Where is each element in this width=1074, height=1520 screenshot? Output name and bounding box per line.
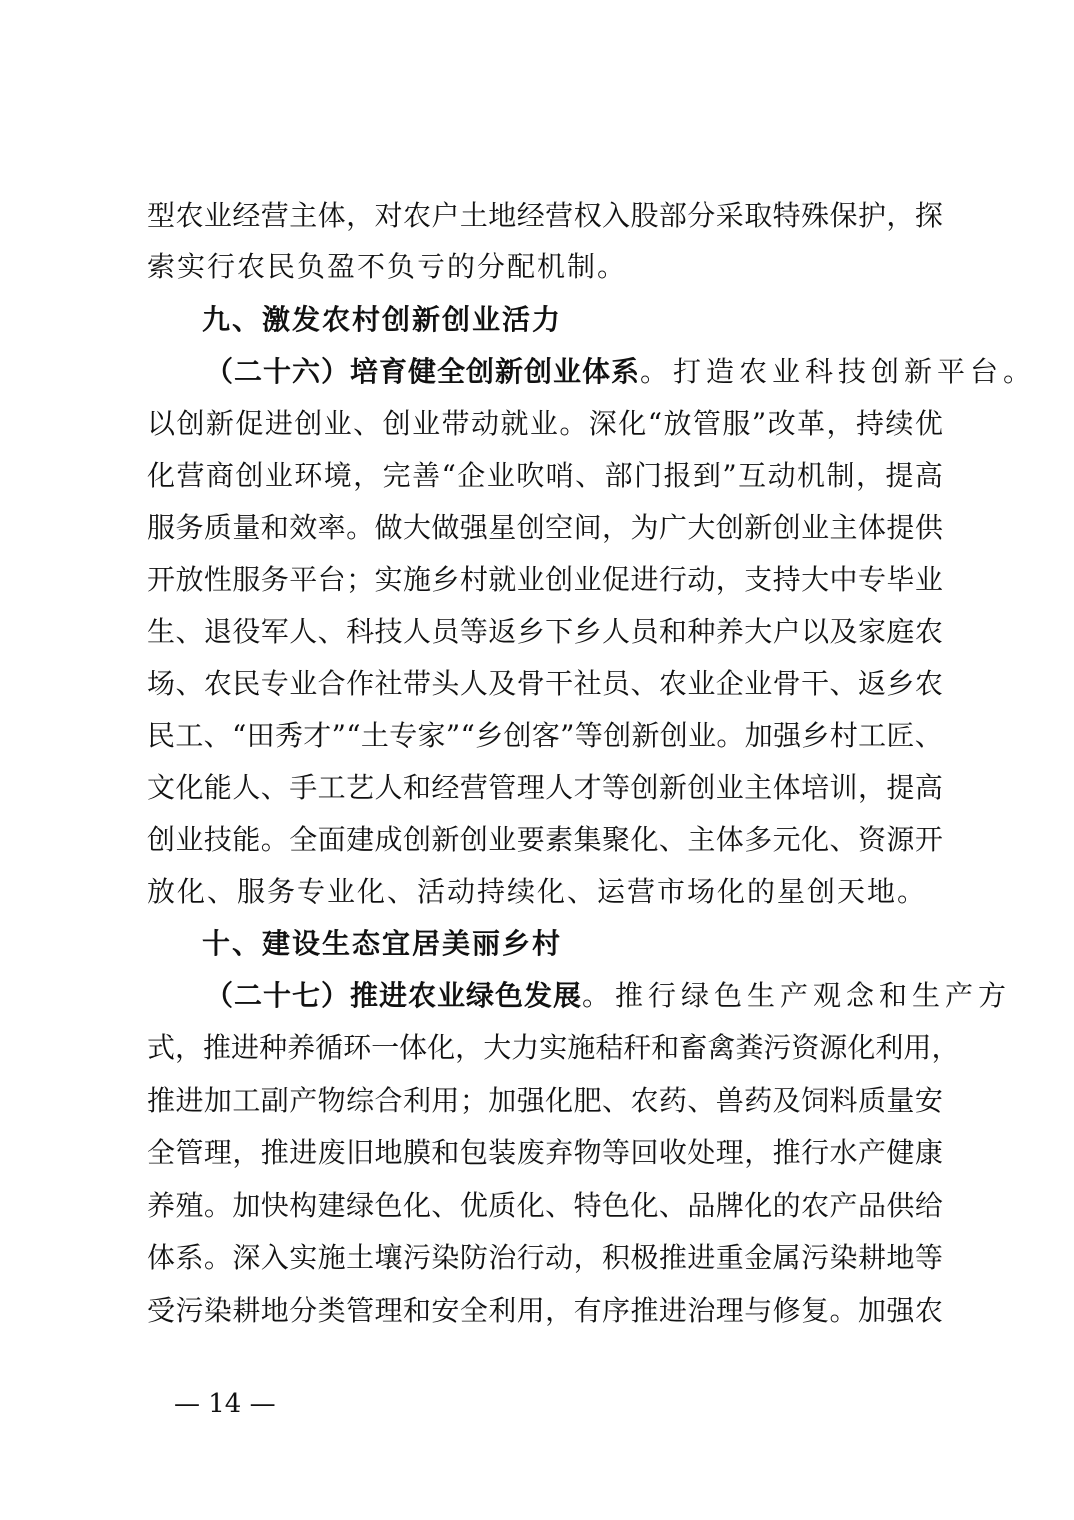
body-line: 受 污 染 耕 地 分 类 管 理 和 安 全 利 用 ， 有 序 推 进 治 理 与 修 复 。 加 强 农 (147, 1293, 943, 1327)
body-line: 创 业 技 能 。 全 面 建 成 创 新 创 业 要 素 集 聚 化 、 主 体 多 元 化 、 资 源 开 (147, 823, 943, 856)
body-line: 型 农 业 经 营 主 体 ， 对 农 户 土 地 经 营 权 入 股 部 分 采 取 特 殊 保 护 ， 探 (147, 199, 943, 232)
subsection-title: （二十七）推进农业绿色发展 (205, 979, 583, 1012)
body-line: 放化、服务专业化、活动持续化、运营市场化的星创天地。 (147, 875, 928, 908)
body-line: 化 营 商 创 业 环 境 ， 完 善 “ 企 业 吹 哨 、 部 门 报 到 ” 互 动 机 制 ， 提 高 (147, 459, 943, 492)
subsection-first-line (147, 976, 1012, 1016)
body-line: 生 、 退 役 军 人 、 科 技 人 员 等 返 乡 下 乡 人 员 和 种 养 大 户 以 及 家 庭 农 (147, 615, 943, 648)
section-heading-9: 九、激发农村创新创业活力 (202, 303, 563, 336)
body-line: 索实行农民负盈不负亏的分配机制。 (147, 250, 628, 283)
body-line: 推 进 加 工 副 产 物 综 合 利 用 ； 加 强 化 肥 、 农 药 、 兽 药 及 饲 料 质 量 安 (147, 1083, 943, 1117)
body-text: 。打造农业科技创新平台。 (640, 355, 1037, 388)
body-line: 养 殖 。 加 快 构 建 绿 色 化 、 优 质 化 、 特 色 化 、 品 牌 化 的 农 产 品 供 给 (147, 1188, 943, 1222)
body-line: 体 系 。 深 入 实 施 土 壤 污 染 防 治 行 动 ， 积 极 推 进 重 金 属 污 染 耕 地 等 (147, 1241, 943, 1274)
body-line: 服 务 质 量 和 效 率 。 做 大 做 强 星 创 空 间 ， 为 广 大 创 新 创 业 主 体 提 供 (147, 511, 943, 544)
body-line: 式 ， 推 进 种 养 循 环 一 体 化 ， 大 力 实 施 秸 秆 和 畜 禽 粪 污 资 源 化 利 用 ， (147, 1031, 960, 1064)
body-line: 民 工 、 “ 田 秀 才 ” “ 土 专 家 ” “ 乡 创 客 ” 等 创 新 创 业 。 加 强 乡 村 工 匠 、 (147, 719, 943, 752)
body-line: 场 、 农 民 专 业 合 作 社 带 头 人 及 骨 干 社 员 、 农 业 企 业 骨 干 、 返 乡 农 (147, 667, 943, 700)
body-line: 文 化 能 人 、 手 工 艺 人 和 经 营 管 理 人 才 等 创 新 创 业 主 体 培 训 ， 提 高 (147, 771, 943, 804)
body-line: 全 管 理 ， 推 进 废 旧 地 膜 和 包 装 废 弃 物 等 回 收 处 理 ， 推 行 水 产 健 康 (147, 1136, 943, 1169)
subsection-title: （二十六）培育健全创新创业体系 (205, 355, 641, 388)
subsection-first-line (147, 352, 1037, 392)
section-heading-10: 十、建设生态宜居美丽乡村 (202, 927, 563, 960)
body-text: 。推行绿色生产观念和生产方 (582, 979, 1012, 1012)
body-line: 以 创 新 促 进 创 业 、 创 业 带 动 就 业 。 深 化 “ 放 管 服 ” 改 革 ， 持 续 优 (147, 407, 943, 440)
page-number: — 14 — (174, 1389, 276, 1419)
body-line: 开 放 性 服 务 平 台 ； 实 施 乡 村 就 业 创 业 促 进 行 动 ， 支 持 大 中 专 毕 业 (147, 563, 943, 596)
